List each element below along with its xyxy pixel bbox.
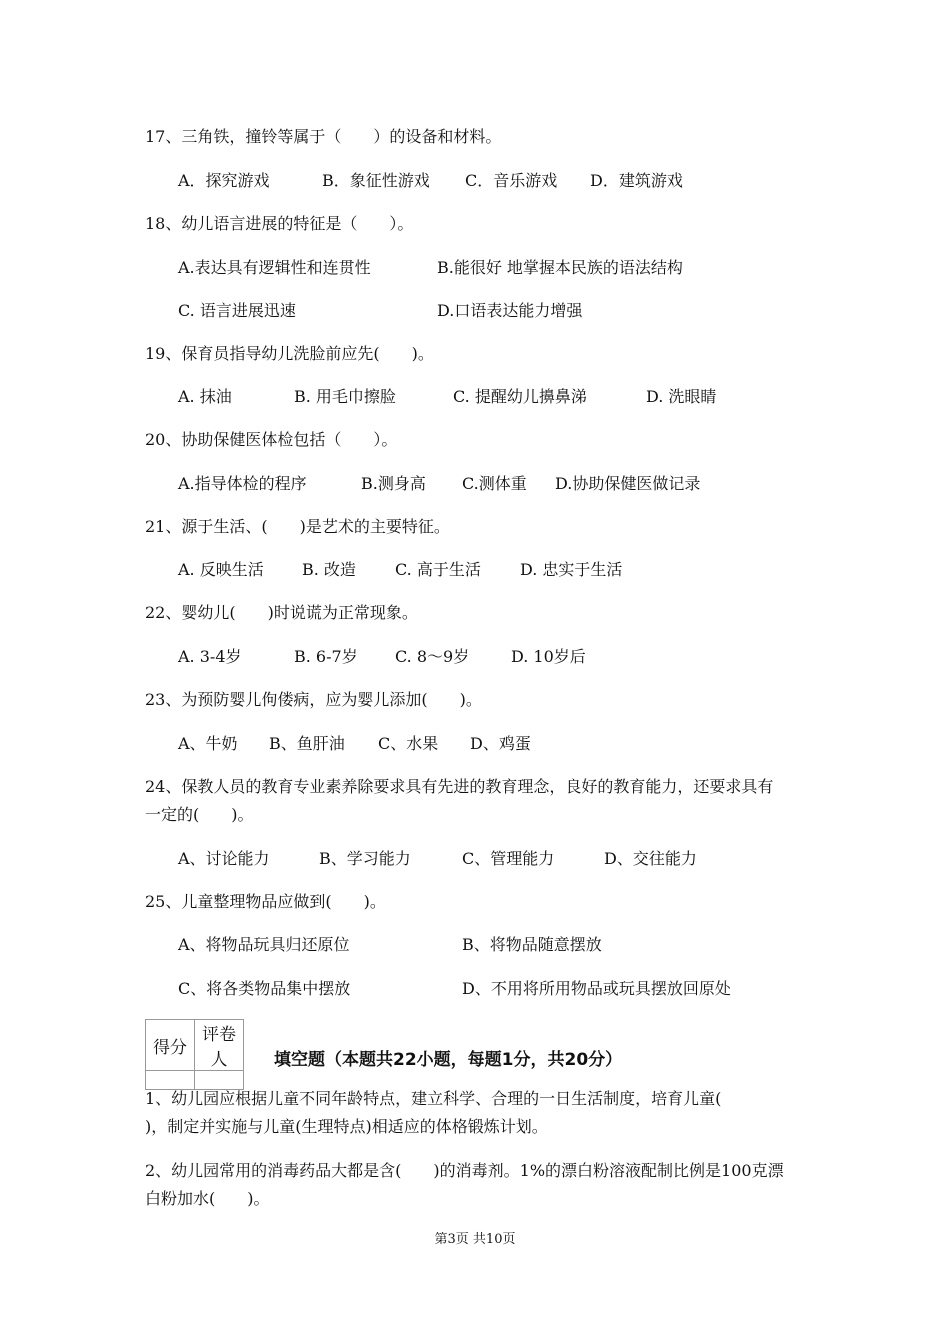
question-20-option-c: C.测体重: [462, 474, 527, 493]
question-21-option-d: D. 忠实于生活: [520, 560, 623, 579]
question-21-option-a: A. 反映生活: [178, 560, 264, 579]
question-22-option-b: B. 6-7岁: [294, 647, 358, 666]
question-23-option-a: A、牛奶: [178, 734, 238, 753]
question-19-option-c: C. 提醒幼儿擤鼻涕: [453, 387, 587, 406]
question-22-option-d: D. 10岁后: [511, 647, 586, 666]
question-19-option-d: D. 洗眼睛: [646, 387, 717, 406]
question-22-option-c: C. 8～9岁: [395, 647, 470, 666]
question-21-option-c: C. 高于生活: [395, 560, 481, 579]
score-table: [145, 1019, 244, 1090]
question-24-option-a: A、讨论能力: [178, 849, 270, 868]
question-24-option-b: B、学习能力: [319, 849, 411, 868]
question-25-option-b: B、将物品随意摆放: [462, 935, 602, 954]
question-25-option-c: C、将各类物品集中摆放: [178, 979, 351, 998]
question-19-stem: 19、保育员指导幼儿洗脸前应先( )。: [145, 344, 434, 363]
fill-blank-2-line2: 白粉加水( )。: [145, 1189, 270, 1208]
question-18-option-c: C. 语言进展迅速: [178, 301, 296, 320]
question-25-option-d: D、不用将所用物品或玩具摆放回原处: [462, 979, 731, 998]
question-20-option-a: A.指导体检的程序: [178, 474, 307, 493]
question-18-option-a: A.表达具有逻辑性和连贯性: [178, 258, 371, 277]
question-17-stem: 17、三角铁，撞铃等属于（ ）的设备和材料。: [145, 127, 502, 146]
question-20-option-d: D.协助保健医做记录: [555, 474, 701, 493]
question-20-option-b: B.测身高: [361, 474, 426, 493]
fill-blank-1-line1: 1、幼儿园应根据儿童不同年龄特点，建立科学、合理的一日生活制度，培育儿童(: [145, 1089, 722, 1108]
question-18-option-d: D.口语表达能力增强: [437, 301, 583, 320]
question-17-option-c: C．音乐游戏: [465, 171, 558, 190]
question-23-stem: 23、为预防婴儿佝偻病，应为婴儿添加( )。: [145, 690, 482, 709]
question-18-option-b: B.能很好 地掌握本民族的语法结构: [437, 258, 683, 277]
question-17-option-a: A．探究游戏: [178, 171, 270, 190]
question-25-option-a: A、将物品玩具归还原位: [178, 935, 350, 954]
question-23-option-b: B、鱼肝油: [269, 734, 345, 753]
question-19-option-b: B. 用毛巾擦脸: [294, 387, 396, 406]
section-title: 填空题（本题共22小题，每题1分，共20分）: [274, 1050, 623, 1070]
score-cell: [146, 1071, 195, 1090]
page-footer: 第3页 共10页: [434, 1232, 516, 1247]
question-24-stem-line1: 24、保教人员的教育专业素养除要求具有先进的教育理念，良好的教育能力，还要求具有: [145, 777, 774, 796]
grader-cell: [195, 1071, 244, 1090]
question-24-stem-line2: 一定的( )。: [145, 805, 254, 824]
question-17-option-d: D．建筑游戏: [590, 171, 683, 190]
score-header: 得分: [146, 1020, 195, 1071]
question-23-option-c: C、水果: [378, 734, 439, 753]
question-20-stem: 20、协助保健医体检包括（ ）。: [145, 430, 398, 449]
question-23-option-d: D、鸡蛋: [470, 734, 531, 753]
question-22-option-a: A. 3-4岁: [178, 647, 242, 666]
question-24-option-d: D、交往能力: [604, 849, 697, 868]
question-17-option-b: B．象征性游戏: [322, 171, 430, 190]
question-24-option-c: C、管理能力: [462, 849, 555, 868]
question-21-stem: 21、源于生活、( )是艺术的主要特征。: [145, 517, 450, 536]
fill-blank-2-line1: 2、幼儿园常用的消毒药品大都是含( )的消毒剂。1%的漂白粉溶液配制比例是100克漂: [145, 1161, 784, 1180]
grader-header: 评卷人: [195, 1020, 244, 1071]
fill-blank-1-line2: )，制定并实施与儿童(生理特点)相适应的体格锻炼计划。: [145, 1117, 548, 1136]
question-25-stem: 25、儿童整理物品应做到( )。: [145, 892, 386, 911]
question-22-stem: 22、婴幼儿( )时说谎为正常现象。: [145, 603, 418, 622]
question-19-option-a: A. 抹油: [178, 387, 232, 406]
question-18-stem: 18、幼儿语言进展的特征是（ ）。: [145, 214, 414, 233]
question-21-option-b: B. 改造: [302, 560, 356, 579]
